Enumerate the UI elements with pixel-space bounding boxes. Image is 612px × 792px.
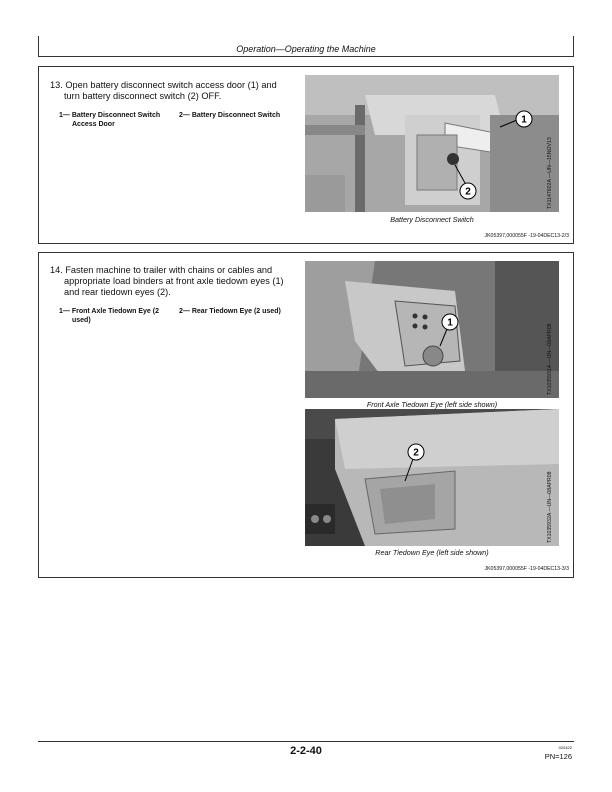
reference-code: JK05397,000055F -19-04DEC13-3/3 xyxy=(484,566,569,572)
footer-rule xyxy=(38,741,574,742)
step-14-text: 14. Fasten machine to trailer with chains or cables and appropriate load binders at front axle tiedown eyes (1) and rear tiedown eyes (2). xyxy=(50,265,284,297)
callout-1: 1 xyxy=(521,114,527,126)
callout-2: 2 xyxy=(465,186,471,198)
step-13-legend xyxy=(59,112,299,132)
step-14-legend xyxy=(59,308,299,328)
footer-pn: PN=126 xyxy=(544,752,572,761)
figure-id: TX1035931A —UN—08APR08 xyxy=(547,323,553,395)
page-header-title: Operation—Operating the Machine xyxy=(236,44,376,54)
rear-tiedown-photo xyxy=(305,409,559,546)
legend-item: 2— Battery Disconnect Switch xyxy=(179,112,281,119)
figure-caption: Front Axle Tiedown Eye (left side shown) xyxy=(366,400,498,409)
page-number: 2-2-40 xyxy=(290,745,322,757)
figure-caption: Rear Tiedown Eye (left side shown) xyxy=(375,548,489,557)
footer-small-code: 020422 xyxy=(558,745,572,750)
legend-item: 2— Rear Tiedown Eye (2 used) xyxy=(179,308,281,315)
step-14-section xyxy=(38,252,574,578)
callout-2: 2 xyxy=(413,447,419,459)
header-rule xyxy=(38,56,574,57)
figure-id: TX1147602A —UN—15NOV13 xyxy=(547,137,553,209)
figure-caption: Battery Disconnect Switch xyxy=(390,215,474,224)
callout-1: 1 xyxy=(447,317,453,329)
reference-code: JK05397,000055F -19-04DEC13-2/3 xyxy=(484,233,569,239)
legend-item: 1— Battery Disconnect Switch Access Door xyxy=(59,112,161,128)
battery-disconnect-switch-photo xyxy=(305,75,559,212)
legend-item: 1— Front Axle Tiedown Eye (2 used) xyxy=(59,308,159,324)
front-axle-tiedown-photo xyxy=(305,261,559,398)
figure-id: TX1035932A —UN—08APR08 xyxy=(547,471,553,543)
step-13-section xyxy=(38,66,574,244)
step-13-text: 13. Open battery disconnect switch access door (1) and turn battery disconnect switch (2) OFF. xyxy=(50,80,277,101)
